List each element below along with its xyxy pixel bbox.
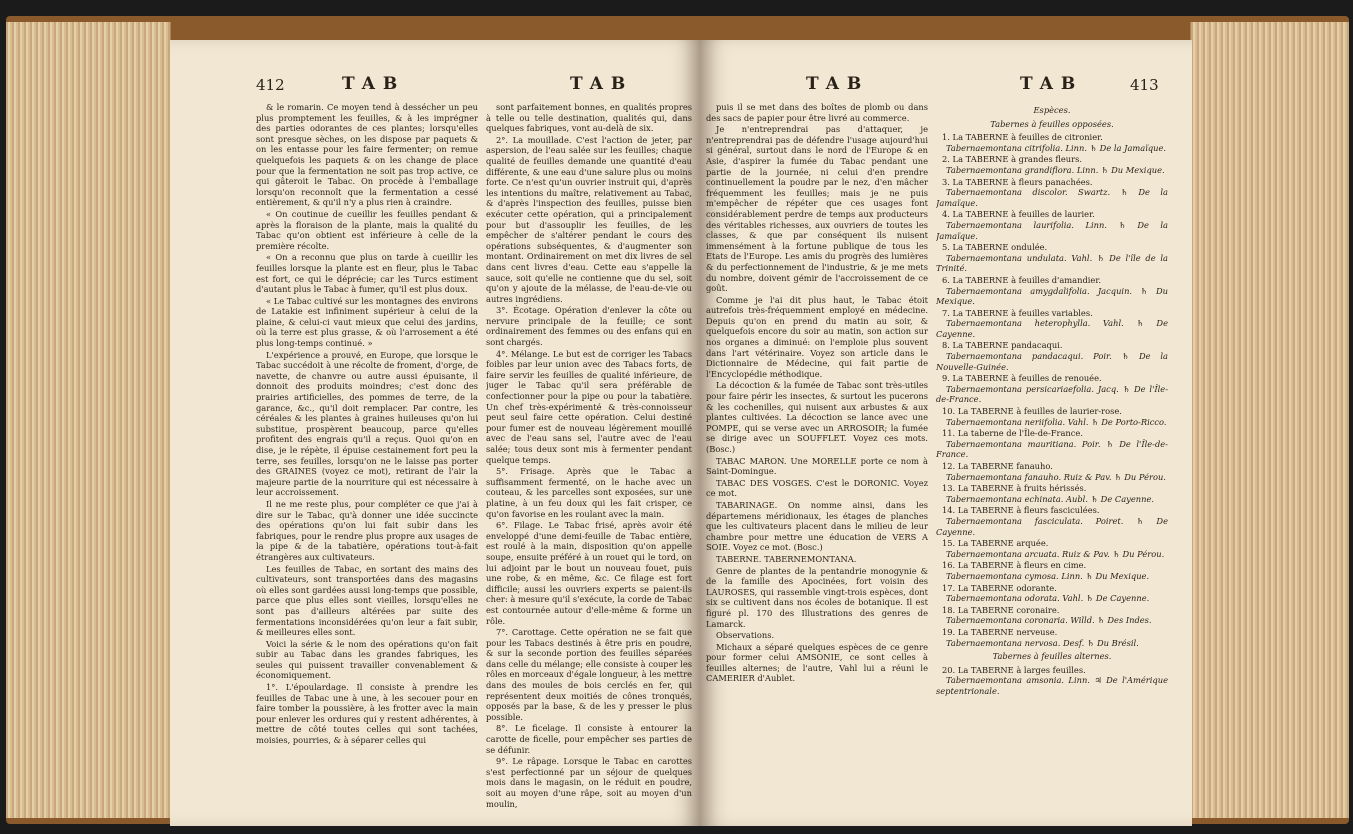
section-title: Espèces. (1033, 105, 1071, 115)
species-entry (936, 428, 1168, 460)
paragraph: TABERNE. TABERNEMONTANA. (716, 553, 857, 564)
species-name: 13. La TABERNE à fruits hérissés. (942, 483, 1087, 494)
species-name: 8. La TABERNE pandacaqui. (942, 340, 1063, 351)
paragraph: Je n'entreprendrai pas d'attaquer, je n'entreprendrai pas de défendre l'usage aujourd'hui si général, surtout dans le nord de l'Europe & en Asie, d'aspirer la fumée du Tabac pendant une partie de la journée, ni celui d'en prendre continuellement la poudre par le nez, d'en mâcher fréquemment les feuilles; mais je ne puis m'empêcher de répéter que ces usages font considérablement perdre de temps aux producteurs des véritables richesses, aux ouvriers de toutes les classes, & que par conséquent ils nuisent immensément à la fortune publique de tous les Etats de l'Europe. Les amis du progrès des lumières & du perfectionnement de l'industrie, & je me mets du nombre, doivent gémir de l'accroissement de ce goût. (706, 124, 928, 294)
species-name: 17. La TABERNE odorante. (942, 582, 1057, 593)
species-latin: Tabernaemontana amygdalifolia. Jacquin. ♄ Du Mexique. (936, 285, 1168, 307)
running-header: TAB (342, 74, 406, 94)
species-latin: Tabernaemontana heterophylla. Vahl. ♄ De Cayenne. (936, 318, 1168, 339)
text-column (256, 102, 478, 822)
species-latin: Tabernaemontana nervosa. Desf. ♄ Du Brésil. (946, 637, 1139, 648)
paragraph: TABAC MARON. Une MORELLE porte ce nom à Saint-Domingue. (706, 455, 928, 477)
running-header: TAB (806, 74, 870, 94)
species-latin: Tabernaemontana pandacaqui. Poir. ♄ De la Nouvelle-Guinée. (936, 351, 1168, 372)
paragraph: 5°. Frisage. Après que le Tabac a suffisamment fermenté, on le hache avec un couteau, & les parcelles sont exposées, sur une platine, à un feu doux qui les fait crisper, ce qu'on favorise en les roulant avec la main. (486, 466, 692, 519)
species-latin: Tabernaemontana cymosa. Linn. ♄ Du Mexique. (946, 570, 1150, 581)
paragraph: Les feuilles de Tabac, en sortant des mains des cultivateurs, sont transportées dans des magasins où elles sont gardées aussi long-temps que possible, parce que plus elles sont vieilles, lorsqu'elles ne sont pas d'ailleurs altérées par suite des fermentations inconsidérées qu'on leur a fait subir, & meilleures elles sont. (256, 563, 478, 638)
species-entry (936, 308, 1168, 340)
species-name: 3. La TABERNE à fleurs panachées. (942, 176, 1093, 187)
species-name: 1. La TABERNE à feuilles de citronier. (942, 132, 1103, 143)
species-latin: Tabernaemontana persicariaefolia. Jacq. ♄ De l'Île-de-France. (936, 383, 1168, 405)
species-name: 6. La TABERNE à feuilles d'amandier. (942, 274, 1102, 285)
species-latin: Tabernaemontana citrifolia. Linn. ♄ De la Jamaïque. (946, 142, 1167, 153)
species-latin: Tabernaemontana laurifolia. Linn. ♄ De la Jamaïque. (936, 219, 1168, 241)
species-latin: Tabernaemontana fasciculata. Poiret. ♄ De Cayenne. (936, 515, 1168, 537)
species-latin: Tabernaemontana echinata. Aubl. ♄ De Cayenne. (946, 493, 1155, 504)
species-latin: Tabernaemontana amsonia. Linn. ♃ De l'Amérique septentrionale. (936, 675, 1168, 696)
species-name: 12. La TABERNE fanauho. (942, 461, 1053, 471)
species-latin: Tabernaemontana grandiflora. Linn. ♄ Du Mexique. (946, 164, 1165, 175)
right-page (700, 40, 1192, 826)
paragraph: Comme je l'ai dit plus haut, le Tabac étoit autrefois très-fréquemment employé en médecine. Depuis qu'on en prend du matin au soir, & quelquefois encore du soir au matin, son action sur nos organes a diminué: on l'emploie plus souvent dans l'art vétérinaire. Voyez son article dans le Dictionnaire de Médecine, qui fait partie de l'Encyclopédie méthodique. (706, 294, 928, 379)
species-name: 7. La TABERNE à feuilles variables. (942, 307, 1093, 318)
paragraph: 4°. Mélange. Le but est de corriger les Tabacs foibles par leur union avec des Tabacs forts, de faire servir les feuilles de qualité inférieure, de juger le Tabac qu'il sera préférable de confectionner pour la pipe ou pour la tabatière. Un chef très-expérimenté & très-connoisseur peut seul faire cette opération. Celui destiné pour fumer est de nouveau légèrement mouillé avec de l'eau sans sel, l'autre avec de l'eau salée; tous deux sont mis à fermenter pendant quelque temps. (486, 348, 692, 465)
species-latin: Tabernaemontana coronaria. Willd. ♄ Des Indes. (946, 615, 1152, 626)
species-list (936, 665, 1168, 697)
paragraph: La décoction & la fumée de Tabac sont très-utiles pour faire périr les insectes, & surtout les pucerons & les cochenilles, qui nuisent aux arbustes & aux plantes cultivées. La décoction se lance avec une POMPE, qui se verse avec un ARROSOIR; la fumée se dirige avec un SOUFFLET. Voyez ces mots. (Bosc.) (706, 380, 928, 454)
paragraph: « On coutinue de cueillir les feuilles pendant & après la floraison de la plante, mais la qualité du Tabac qu'on obtient est inférieure à celle de la première récolte. (256, 208, 478, 251)
page-stack-right (1190, 22, 1349, 818)
running-header: TAB (570, 74, 634, 94)
species-entry (936, 538, 1168, 559)
paragraph: puis il se met dans des boîtes de plomb ou dans des sacs de papier pour être livré au commerce. (706, 102, 928, 123)
paragraph: 3°. Écotage. Opération d'enlever la côte ou nervure principale de la feuille; ce sont ordinairement des femmes ou des enfans qui en sont chargés. (486, 305, 692, 348)
species-entry (936, 209, 1168, 241)
species-latin: Tabernaemontana odorata. Vahl. ♄ De Cayenne. (946, 593, 1150, 604)
group-heading: Tabernes à feuilles alternes. (992, 651, 1112, 662)
species-latin: Tabernaemontana undulata. Vahl. ♄ De l'île de la Trinité. (936, 252, 1168, 274)
species-entry (936, 665, 1168, 697)
species-name: 11. La taberne de l'Île-de-France. (942, 428, 1083, 439)
paragraph: 8°. Le ficelage. Il consiste à entourer la carotte de ficelle, pour empêcher ses parties de se défunir. (486, 723, 692, 755)
book (6, 16, 1349, 824)
paragraph: « On a reconnu que plus on tarde à cueillir les feuilles lorsque la plante est en fleur, plus le Tabac est fort, ce qui le déprécie; car les Turcs estiment d'autant plus le Tabac à fumer, qu'il est plus doux. (256, 252, 478, 295)
text-column (486, 102, 692, 822)
species-name: 10. La TABERNE à feuilles de laurier-rose. (942, 406, 1122, 417)
species-entry (936, 627, 1168, 648)
species-name: 5. La TABERNE ondulée. (942, 242, 1048, 253)
species-latin: Tabernaemontana neriifolia. Vahl. ♄ De Porto-Ricco. (946, 416, 1167, 427)
species-name: 4. La TABERNE à feuilles de laurier. (942, 209, 1095, 220)
group-heading: Tabernes à feuilles opposées. (990, 118, 1114, 129)
species-name: 2. La TABERNE à grandes fleurs. (942, 154, 1082, 165)
species-column (936, 102, 1168, 822)
paragraph: TABARINAGE. On nomme ainsi, dans les départemens méridionaux, les étages de planches que les cultivateurs placent dans le milieu de leur chambre pour mettre une éducation de VERS A SOIE. Voyez ce mot. (Bosc.) (706, 499, 928, 553)
species-latin: Tabernaemontana mauritiana. Poir. ♄ De l'Île-de-France. (936, 438, 1168, 460)
species-entry (936, 242, 1168, 274)
species-name: 16. La TABERNE à fleurs en cime. (942, 560, 1087, 571)
text-column (706, 102, 928, 822)
page-stack-left (6, 22, 171, 818)
paragraph: Voici la série & le nom des opérations qu'on fait subir au Tabac dans les grandes fabriques, les seules qui puissent travailler convenablement & économiquement. (256, 638, 478, 681)
paragraph: 7°. Carottage. Cette opération ne se fait que pour les Tabacs destinés à être pris en poudre, & sur la seconde portion des feuilles séparées dans celle du mélange; elle consiste à couper les rôles en morceaux d'égale longueur, à les mettre dans des moules de bois cerclés en fer, qui représentent deux moitiés de cônes tronqués, opposés par la base, & de les y presser le plus possible. (486, 627, 692, 722)
species-entry (936, 154, 1168, 175)
species-name: 18. La TABERNE coronaire. (942, 604, 1060, 615)
paragraph: Michaux a séparé quelques espèces de ce genre pour former celui AMSONIE, ce sont celles à feuilles alternes; de l'autre, Vahl lui a réuni le CAMERIER d'Aublet. (706, 641, 928, 684)
left-page (170, 40, 700, 826)
species-name: 19. La TABERNE nerveuse. (942, 626, 1058, 637)
species-list (936, 132, 1168, 648)
species-entry (936, 275, 1168, 307)
species-entry (936, 340, 1168, 372)
paragraph: & le romarin. Ce moyen tend à dessécher un peu plus promptement les feuilles, & à les imprégner des parties odorantes de ces plantes; lorsqu'elles sont presque sèches, on les dispose par paquets & on les entasse pour les faire fermenter; on remue quelquefois les paquets & on les change de place pour que la fermentation ne soit pas trop active, ce qui gâteroit le Tabac. On procède à l'emballage lorsqu'on reconnoît que la fermentation a cessé entièrement, & qu'il n'y a plus rien à craindre. (256, 102, 478, 208)
paragraph: Il ne me reste plus, pour compléter ce que j'ai à dire sur le Tabac, qu'à donner une idée succincte des opérations qu'on lui fait subir dans les fabriques, pour le rendre plus propre aux usages de la pipe & de la tabatière, opérations tout-à-fait étrangères aux cultivateurs. (256, 498, 478, 562)
species-entry (936, 483, 1168, 504)
species-latin: Tabernaemontana arcuata. Ruiz & Pav. ♄ Du Pérou. (946, 548, 1165, 559)
page-number: 412 (256, 76, 285, 94)
paragraph: 2°. La mouillade. C'est l'action de jeter, par aspersion, de l'eau salée sur les feuilles; chaque qualité de feuilles demande une quantité d'eau différente, & une eau d'une salure plus ou moins forte. Ce n'est qu'un ouvrier instruit qui, d'après les intentions du maître, relativement au Tabac, & d'après l'inspection des feuilles, puisse bien exécuter cette opération, qui a principalement pour but d'assouplir les feuilles, de les empêcher de s'altérer pendant le cours des opérations subséquentes, & d'augmenter son montant. Ordinairement on met dix livres de sel dans cent livres d'eau. Cette eau s'appelle la sauce, soit qu'elle ne contienne que du sel, soit qu'on y ajoute de la mélasse, de l'eau-de-vie ou autres ingrédiens. (486, 134, 692, 304)
paragraph: « Le Tabac cultivé sur les montagnes des environs de Latakie est infiniment supérieur à celui de la plaine, & celui-ci vaut mieux que celui des jardins, où la terre est plus grasse, & où l'arrosement a été plus long-temps continué. » (256, 295, 478, 349)
paragraph: 9°. Le râpage. Lorsque le Tabac en carottes s'est perfectionné par un séjour de quelques mois dans le magasin, on le réduit en poudre, soit au moyen d'une râpe, soit au moyen d'un moulin, (486, 756, 692, 809)
paragraph: sont parfaitement bonnes, en qualités propres à telle ou telle destination, qualités qui, dans quelques fabriques, vont au-delà de six. (486, 102, 692, 134)
species-entry (936, 177, 1168, 209)
species-name: 20. La TABERNE à larges feuilles. (942, 664, 1086, 675)
species-name: 9. La TABERNE à feuilles de renouée. (942, 373, 1102, 384)
species-entry (936, 373, 1168, 405)
species-entry (936, 560, 1168, 581)
species-name: 14. La TABERNE à fleurs fasciculées. (942, 505, 1100, 516)
species-latin: Tabernaemontana fanauho. Ruiz & Pav. ♄ Du Pérou. (946, 471, 1166, 482)
paragraph: 1°. L'époulardage. Il consiste à prendre les feuilles de Tabac une à une, à les secouer pour en faire tomber la poussière, à les frotter avec la main pour enlever les ordures qui y restent adhérentes, à mettre de côté toutes celles qui sont tachées, moisies, pourries, & à séparer celles qui (256, 682, 478, 746)
paragraph: 6°. Filage. Le Tabac frisé, après avoir été enveloppé d'une demi-feuille de Tabac entière, est roulé à la main, disposition qu'on appelle soupe, ensuite préféré à un rouet qui le tord, on lui adjoint par le bout un nouveau fouet, puis une robe, & en même, &c. Ce filage est fort difficile; aussi les ouvriers experts se paient-ils cher: à mesure qu'il s'exécute, la corde de Tabac est contournée autour d'elle-même & forme un rôle. (486, 520, 692, 626)
species-entry (936, 406, 1168, 427)
species-entry (936, 461, 1168, 482)
running-header: TAB (1020, 74, 1084, 94)
paragraph: Genre de plantes de la pentandrie monogynie & de la famille des Apocinées, fort voisin des LAUROSES, qui rassemble vingt-trois espèces, dont six se cultivent dans nos écoles de botanique. Il est figuré pl. 170 des Illustrations des genres de Lamarck. (706, 565, 928, 629)
species-name: 15. La TABERNE arquée. (942, 538, 1049, 549)
species-latin: Tabernaemontana discolor. Swartz. ♄ De la Jamaïque. (936, 187, 1168, 208)
species-entry (936, 605, 1168, 626)
paragraph: TABAC DES VOSGES. C'est le DORONIC. Voyez ce mot. (706, 477, 928, 499)
species-entry (936, 505, 1168, 537)
paragraph: Observations. (716, 630, 775, 641)
species-entry (936, 583, 1168, 604)
species-entry (936, 132, 1168, 153)
paragraph: L'expérience a prouvé, en Europe, que lorsque le Tabac succédoit à une récolte de froment, d'orge, de navette, de chanvre ou autre aussi épuisante, il donnoit des produits moindres; c'est donc des prairies artificielles, des pommes de terre, de la garance, &c., qu'il doit remplacer. Par contre, les céréales & les plantes à graines huileuses qu'on lui substitue, prospèrent beaucoup, parce qu'elles profitent des engrais qu'il a reçus. Quoi qu'on en dise, je le répète, il épuise cestainement fort peu la terre, ses feuilles, lorsqu'on ne le laisse pas porter des GRAINES (voyez ce mot), retirant de l'air la majeure partie de la nourriture qui est nécessaire à leur accroissement. (256, 349, 478, 498)
page-number: 413 (1130, 76, 1159, 94)
